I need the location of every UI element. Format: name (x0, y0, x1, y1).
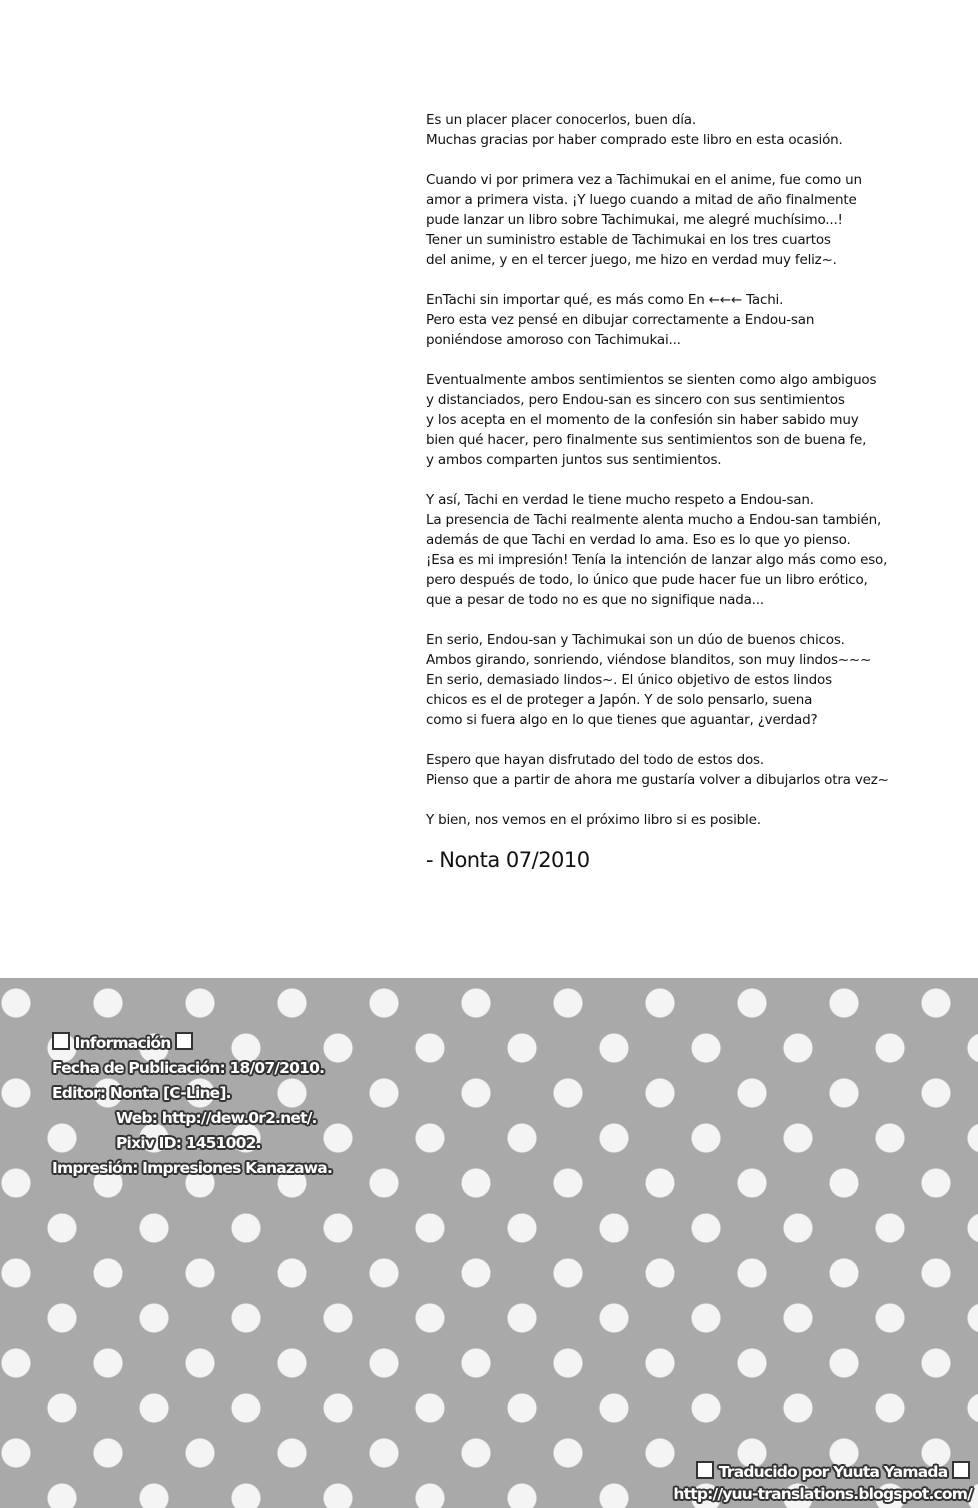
text-line: y distanciados, pero Endou-san es sincero con sus sentimientos (426, 392, 845, 408)
square-bullet-icon (52, 1032, 70, 1050)
text-line: amor a primera vista. ¡Y luego cuando a mitad de año finalmente (426, 192, 857, 208)
text-line: del anime, y en el tercer juego, me hizo en verdad muy feliz~. (426, 252, 837, 268)
paragraph (426, 370, 946, 470)
text-line: Cuando vi por primera vez a Tachimukai en el anime, fue como un (426, 172, 862, 188)
paragraph (426, 630, 946, 730)
text-line: Tener un suministro estable de Tachimukai en los tres cuartos (426, 232, 831, 248)
translator-url: http://yuu-translations.blogspot.com/ (673, 1485, 972, 1503)
text-line: poniéndose amoroso con Tachimukai... (426, 332, 681, 348)
text-line: además de que Tachi en verdad lo ama. Eso es lo que yo pienso. (426, 532, 851, 548)
text-line: como si fuera algo en lo que tienes que aguantar, ¿verdad? (426, 712, 818, 728)
text-line: que a pesar de todo no es que no signifique nada... (426, 592, 764, 608)
text-line: pude lanzar un libro sobre Tachimukai, me alegré muchísimo...! (426, 212, 843, 228)
text-line: pero después de todo, lo único que pude hacer fue un libro erótico, (426, 572, 868, 588)
text-line: La presencia de Tachi realmente alenta mucho a Endou-san también, (426, 512, 882, 528)
info-heading-label: Información (74, 1034, 171, 1052)
text-line: En serio, demasiado lindos~. El único objetivo de estos lindos (426, 672, 832, 688)
paragraph (426, 750, 946, 790)
text-line: y ambos comparten juntos sus sentimientos. (426, 452, 722, 468)
text-line: Es un placer placer conocerlos, buen día. (426, 112, 696, 128)
polka-dot-background (0, 978, 978, 1508)
text-line: EnTachi sin importar qué, es más como En ←←← Tachi. (426, 292, 784, 308)
square-bullet-icon (175, 1032, 193, 1050)
text-line: bien qué hacer, pero finalmente sus sentimientos son de buena fe, (426, 432, 867, 448)
translator-label: Traducido por Yuuta Yamada (718, 1463, 948, 1481)
text-line: Y bien, nos vemos en el próximo libro si es posible. (426, 812, 761, 828)
square-bullet-icon (696, 1461, 714, 1479)
signature: - Nonta 07/2010 (426, 848, 590, 872)
paragraph (426, 290, 946, 350)
text-line: ¡Esa es mi impresión! Tenía la intención de lanzar algo más como eso, (426, 552, 888, 568)
info-pixiv: Pixiv ID: 1451002. (116, 1134, 261, 1152)
text-line: Pienso que a partir de ahora me gustaría volver a dibujarlos otra vez~ (426, 772, 889, 788)
paragraph (426, 490, 946, 610)
info-editor: Editor: Nonta [C-Line]. (52, 1084, 231, 1102)
square-bullet-icon (952, 1461, 970, 1479)
text-line: Ambos girando, sonriendo, viéndose blanditos, son muy lindos~~~ (426, 652, 872, 668)
info-web: Web: http://dew.0r2.net/. (116, 1109, 317, 1127)
text-line: Espero que hayan disfrutado del todo de estos dos. (426, 752, 764, 768)
translator-credit (696, 1461, 970, 1481)
paragraph (426, 170, 946, 270)
text-line: Eventualmente ambos sentimientos se sienten como algo ambiguos (426, 372, 877, 388)
info-print: Impresión: Impresiones Kanazawa. (52, 1159, 333, 1177)
paragraph (426, 110, 946, 150)
text-line: Muchas gracias por haber comprado este libro en esta ocasión. (426, 132, 843, 148)
afterword-text (426, 110, 946, 850)
text-line: Y así, Tachi en verdad le tiene mucho respeto a Endou-san. (426, 492, 814, 508)
text-line: En serio, Endou-san y Tachimukai son un dúo de buenos chicos. (426, 632, 845, 648)
paragraph (426, 810, 946, 830)
text-line: chicos es el de proteger a Japón. Y de solo pensarlo, suena (426, 692, 813, 708)
info-heading (52, 1032, 193, 1052)
info-date: Fecha de Publicación: 18/07/2010. (52, 1059, 325, 1077)
text-line: Pero esta vez pensé en dibujar correctamente a Endou-san (426, 312, 815, 328)
text-line: y los acepta en el momento de la confesión sin haber sabido muy (426, 412, 859, 428)
